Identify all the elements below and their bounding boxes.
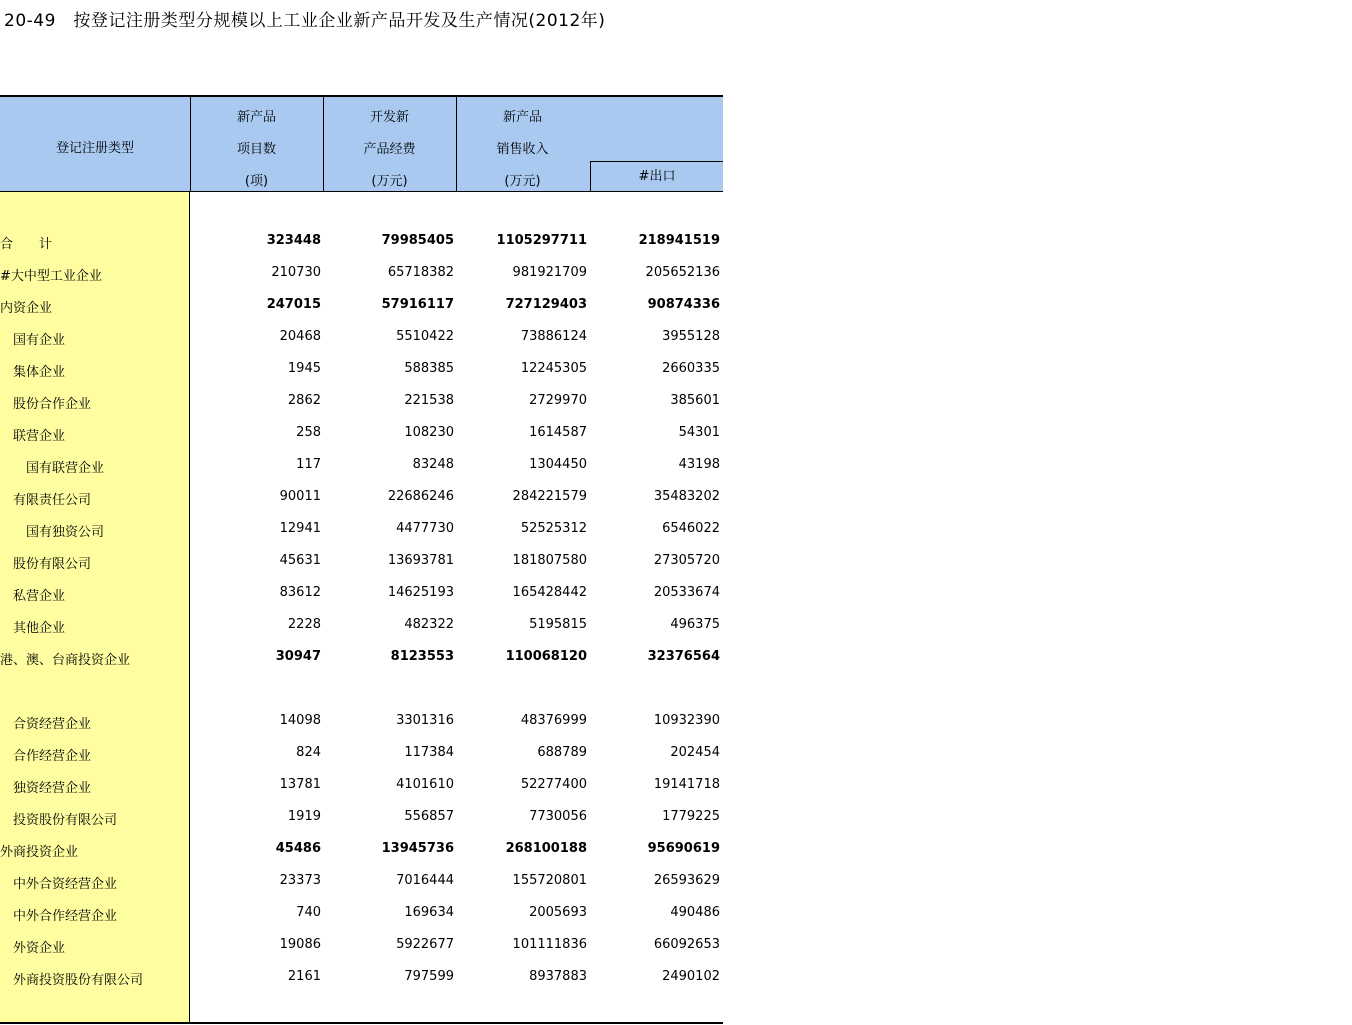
row-label: 合作经营企业 (0, 749, 92, 764)
header-sales-revenue (456, 97, 589, 192)
cell-value: 1614587 (529, 425, 587, 440)
row-label: 独资经营企业 (0, 781, 92, 796)
cell-value: 83612 (279, 585, 321, 600)
cell-value: 8937883 (529, 969, 587, 984)
cell-value: 2228 (287, 617, 321, 632)
cell-value: 1945 (287, 361, 321, 376)
cell-value: 117384 (404, 745, 454, 760)
header-label: 开发新 (369, 110, 409, 125)
cell-value: 48376999 (520, 713, 587, 728)
cell-value: 2660335 (662, 361, 720, 376)
header-projects (190, 97, 323, 192)
cell-value: 688789 (537, 745, 587, 760)
cell-value: 740 (296, 905, 321, 920)
cell-value: 2862 (287, 393, 321, 408)
table-row (0, 641, 723, 673)
cell-value: 284221579 (512, 489, 587, 504)
cell-value: 221538 (404, 393, 454, 408)
cell-value: 8123553 (390, 649, 454, 664)
row-label: 股份合作企业 (0, 397, 92, 412)
cell-value: 385601 (670, 393, 720, 408)
table-row (0, 449, 723, 481)
data-table (0, 95, 723, 1025)
cell-value: 2005693 (529, 905, 587, 920)
cell-value: 3955128 (662, 329, 720, 344)
table-row (0, 481, 723, 513)
cell-value: 30947 (275, 649, 321, 664)
cell-value: 1779225 (662, 809, 720, 824)
row-label: 外商投资企业 (0, 845, 79, 860)
cell-value: 218941519 (638, 233, 720, 248)
cell-value: 52277400 (520, 777, 587, 792)
row-label: 投资股份有限公司 (0, 813, 118, 828)
table-row (0, 577, 723, 609)
cell-value: 13945736 (381, 841, 454, 856)
table-row (0, 289, 723, 321)
table-header (0, 95, 723, 192)
table-row (0, 929, 723, 961)
row-label: 国有联营企业 (0, 461, 105, 476)
cell-value: 556857 (404, 809, 454, 824)
cell-value: 7016444 (396, 873, 454, 888)
header-dev-funds (323, 97, 456, 192)
cell-value: 45486 (275, 841, 321, 856)
cell-value: 258 (296, 425, 321, 440)
row-label: 国有独资公司 (0, 525, 105, 540)
cell-value: 32376564 (647, 649, 720, 664)
cell-value: 19141718 (653, 777, 720, 792)
cell-value: 210730 (271, 265, 321, 280)
header-label: 产品经费 (363, 142, 416, 157)
cell-value: 496375 (670, 617, 720, 632)
cell-value: 79985405 (381, 233, 454, 248)
cell-value: 26593629 (653, 873, 720, 888)
cell-value: 1105297711 (496, 233, 587, 248)
cell-value: 57916117 (381, 297, 454, 312)
table-row (0, 353, 723, 385)
cell-value: 20533674 (653, 585, 720, 600)
cell-value: 95690619 (647, 841, 720, 856)
cell-value: 45631 (279, 553, 321, 568)
row-label: 有限责任公司 (0, 493, 92, 508)
cell-value: 205652136 (645, 265, 720, 280)
cell-value: 66092653 (653, 937, 720, 952)
cell-value: 110068120 (505, 649, 587, 664)
cell-value: 13693781 (387, 553, 454, 568)
cell-value: 247015 (266, 297, 321, 312)
header-registration-type (0, 97, 190, 192)
cell-value: 1919 (287, 809, 321, 824)
cell-value: 5922677 (396, 937, 454, 952)
header-unit: (万元) (504, 174, 541, 189)
table-row (0, 385, 723, 417)
cell-value: 90011 (279, 489, 321, 504)
cell-value: 165428442 (512, 585, 587, 600)
cell-value: 23373 (279, 873, 321, 888)
cell-value: 108230 (404, 425, 454, 440)
header-label: 新产品 (236, 110, 276, 125)
cell-value: 43198 (678, 457, 720, 472)
cell-value: 2161 (287, 969, 321, 984)
table-row (0, 513, 723, 545)
cell-value: 4101610 (396, 777, 454, 792)
row-label: 中外合资经营企业 (0, 877, 118, 892)
table-row (0, 705, 723, 737)
header-unit: (项) (244, 174, 269, 189)
cell-value: 3301316 (396, 713, 454, 728)
cell-value: 90874336 (647, 297, 720, 312)
row-label: 外资企业 (0, 941, 66, 956)
cell-value: 202454 (670, 745, 720, 760)
row-label: 集体企业 (0, 365, 66, 380)
table-row (0, 801, 723, 833)
cell-value: 4477730 (396, 521, 454, 536)
cell-value: 1304450 (529, 457, 587, 472)
cell-value: 169634 (404, 905, 454, 920)
cell-value: 490486 (670, 905, 720, 920)
table-row (0, 897, 723, 929)
cell-value: 6546022 (662, 521, 720, 536)
cell-value: 22686246 (387, 489, 454, 504)
cell-value: 727129403 (505, 297, 587, 312)
header-export: #出口 (590, 161, 723, 192)
cell-value: 797599 (404, 969, 454, 984)
table-row (0, 833, 723, 865)
row-label: #大中型工业企业 (0, 269, 102, 284)
cell-value: 482322 (404, 617, 454, 632)
table-row (0, 321, 723, 353)
row-label: 国有企业 (0, 333, 66, 348)
cell-value: 5195815 (529, 617, 587, 632)
cell-value: 7730056 (529, 809, 587, 824)
cell-value: 35483202 (653, 489, 720, 504)
row-label: 股份有限公司 (0, 557, 92, 572)
cell-value: 13781 (279, 777, 321, 792)
cell-value: 2729970 (529, 393, 587, 408)
table-row (0, 737, 723, 769)
table-row (0, 961, 723, 993)
row-label: 其他企业 (0, 621, 66, 636)
cell-value: 27305720 (653, 553, 720, 568)
header-label: 新产品 (502, 110, 542, 125)
cell-value: 981921709 (512, 265, 587, 280)
header-label: 销售收入 (496, 142, 549, 157)
cell-value: 323448 (266, 233, 321, 248)
cell-value: 12941 (279, 521, 321, 536)
cell-value: 20468 (279, 329, 321, 344)
table-row (0, 865, 723, 897)
header-label: 登记注册类型 (55, 141, 134, 156)
cell-value: 2490102 (662, 969, 720, 984)
table-row (0, 769, 723, 801)
table-row (0, 225, 723, 257)
cell-value: 52525312 (520, 521, 587, 536)
cell-value: 14625193 (387, 585, 454, 600)
cell-value: 824 (296, 745, 321, 760)
row-label: 合 计 (0, 237, 53, 252)
table-row (0, 609, 723, 641)
cell-value: 73886124 (520, 329, 587, 344)
table-row (0, 545, 723, 577)
cell-value: 155720801 (512, 873, 587, 888)
header-label: 项目数 (236, 142, 276, 157)
cell-value: 83248 (412, 457, 454, 472)
table-row (0, 417, 723, 449)
table-row (0, 257, 723, 289)
row-label: 私营企业 (0, 589, 66, 604)
row-label: 内资企业 (0, 301, 53, 316)
cell-value: 117 (296, 457, 321, 472)
row-label: 港、澳、台商投资企业 (0, 653, 131, 668)
cell-value: 14098 (279, 713, 321, 728)
header-unit: (万元) (371, 174, 408, 189)
cell-value: 268100188 (505, 841, 587, 856)
table-row (0, 673, 723, 705)
cell-value: 12245305 (520, 361, 587, 376)
table-body (0, 192, 723, 1023)
cell-value: 54301 (678, 425, 720, 440)
cell-value: 588385 (404, 361, 454, 376)
cell-value: 10932390 (653, 713, 720, 728)
cell-value: 181807580 (512, 553, 587, 568)
cell-value: 101111836 (512, 937, 587, 952)
page-title: 20-49 按登记注册类型分规模以上工业企业新产品开发及生产情况(2012年) (4, 11, 606, 31)
row-label: 联营企业 (0, 429, 66, 444)
cell-value: 19086 (279, 937, 321, 952)
row-label: 中外合作经营企业 (0, 909, 118, 924)
cell-value: 5510422 (396, 329, 454, 344)
row-label: 合资经营企业 (0, 717, 92, 732)
row-label: 外商投资股份有限公司 (0, 973, 144, 988)
table-bottom-rule (0, 1022, 723, 1024)
cell-value: 65718382 (387, 265, 454, 280)
